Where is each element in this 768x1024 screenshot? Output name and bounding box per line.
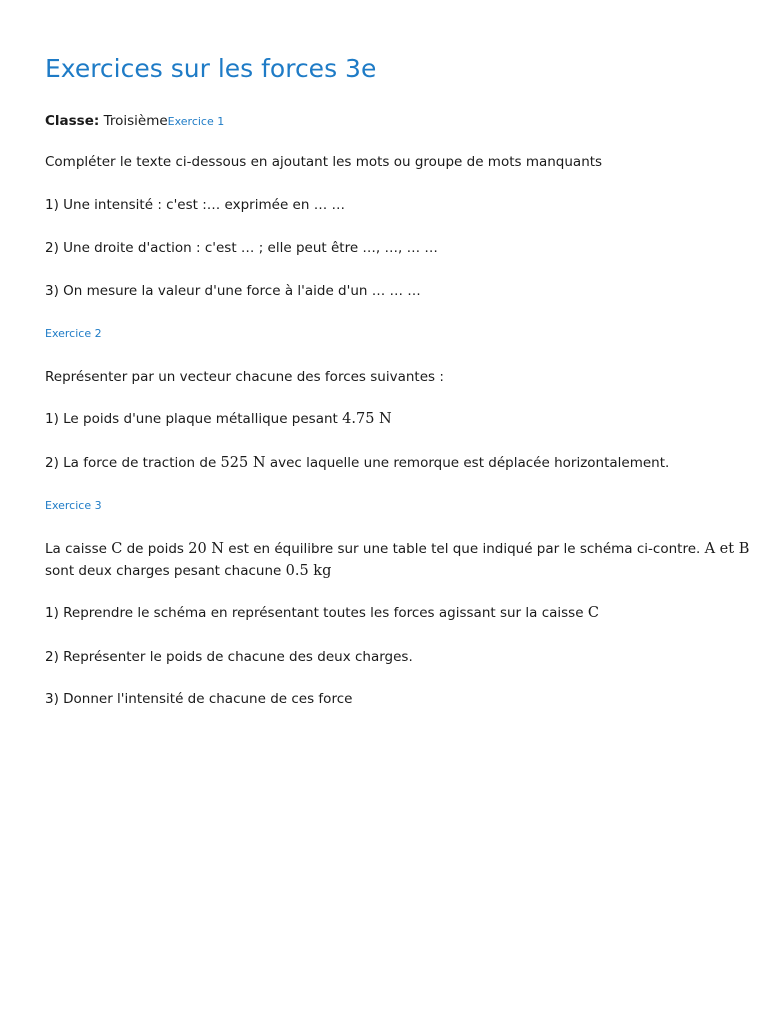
exercise-3-question-1-math: C [587, 605, 599, 621]
exercise-2-question-2-text-a: 2) La force de traction de [45, 455, 221, 471]
exercise-2-question-2-math: 525 N [220, 455, 266, 471]
exercise-3-intro-line-2 [45, 562, 331, 580]
exercise-3-intro-math-weight: 20 N [188, 541, 224, 557]
exercise-3-intro-line-2-math: 0.5 kg [285, 563, 332, 579]
exercise-1-intro: Compléter le texte ci-dessous en ajoutant les mots ou groupe de mots manquants [45, 154, 603, 170]
exercise-1-question-2: 2) Une droite d'action : c'est … ; elle peut être …, …, … … [45, 240, 438, 256]
exercise-2-question-1-text: 1) Le poids d'une plaque métallique pesant [45, 411, 343, 427]
class-line [45, 112, 224, 131]
exercise-3-question-1 [45, 604, 599, 622]
exercise-3-question-1-text: 1) Reprendre le schéma en représentant toutes les forces agissant sur la caisse [45, 605, 588, 621]
exercise-2-question-1-math: 4.75 N [342, 411, 392, 427]
exercise-2-question-2-text-b: avec laquelle une remorque est déplacée horizontalement. [265, 455, 670, 471]
exercise-1-question-1: 1) Une intensité : c'est :… exprimée en … … [45, 197, 345, 213]
class-value: Troisième [103, 113, 168, 129]
exercise-2-label: Exercice 2 [45, 327, 102, 340]
exercise-3-question-2: 2) Représenter le poids de chacune des deux charges. [45, 649, 413, 665]
class-label: Classe: [45, 113, 100, 129]
exercise-3-intro-text-c: est en équilibre sur une table tel que indiqué par le schéma ci-contre. [224, 541, 705, 557]
exercise-3-intro-text-b: de poids [122, 541, 189, 557]
exercise-3-intro-math-c: C [111, 541, 123, 557]
page-title: Exercices sur les forces 3e [45, 54, 377, 83]
exercise-3-question-3: 3) Donner l'intensité de chacune de ces force [45, 691, 353, 707]
exercise-3-intro-line-1 [45, 540, 749, 558]
exercise-3-intro-text-a: La caisse [45, 541, 112, 557]
exercise-2-intro: Représenter par un vecteur chacune des forces suivantes : [45, 369, 444, 385]
exercise-2-question-2 [45, 454, 669, 472]
exercise-3-label: Exercice 3 [45, 499, 102, 512]
exercise-3-intro-math-ab: A et B [704, 541, 750, 557]
exercise-3-intro-line-2-text: sont deux charges pesant chacune [45, 563, 286, 579]
exercise-1-question-3: 3) On mesure la valeur d'une force à l'aide d'un … … … [45, 283, 421, 299]
exercise-1-label: Exercice 1 [167, 115, 225, 128]
exercise-2-question-1 [45, 410, 392, 428]
